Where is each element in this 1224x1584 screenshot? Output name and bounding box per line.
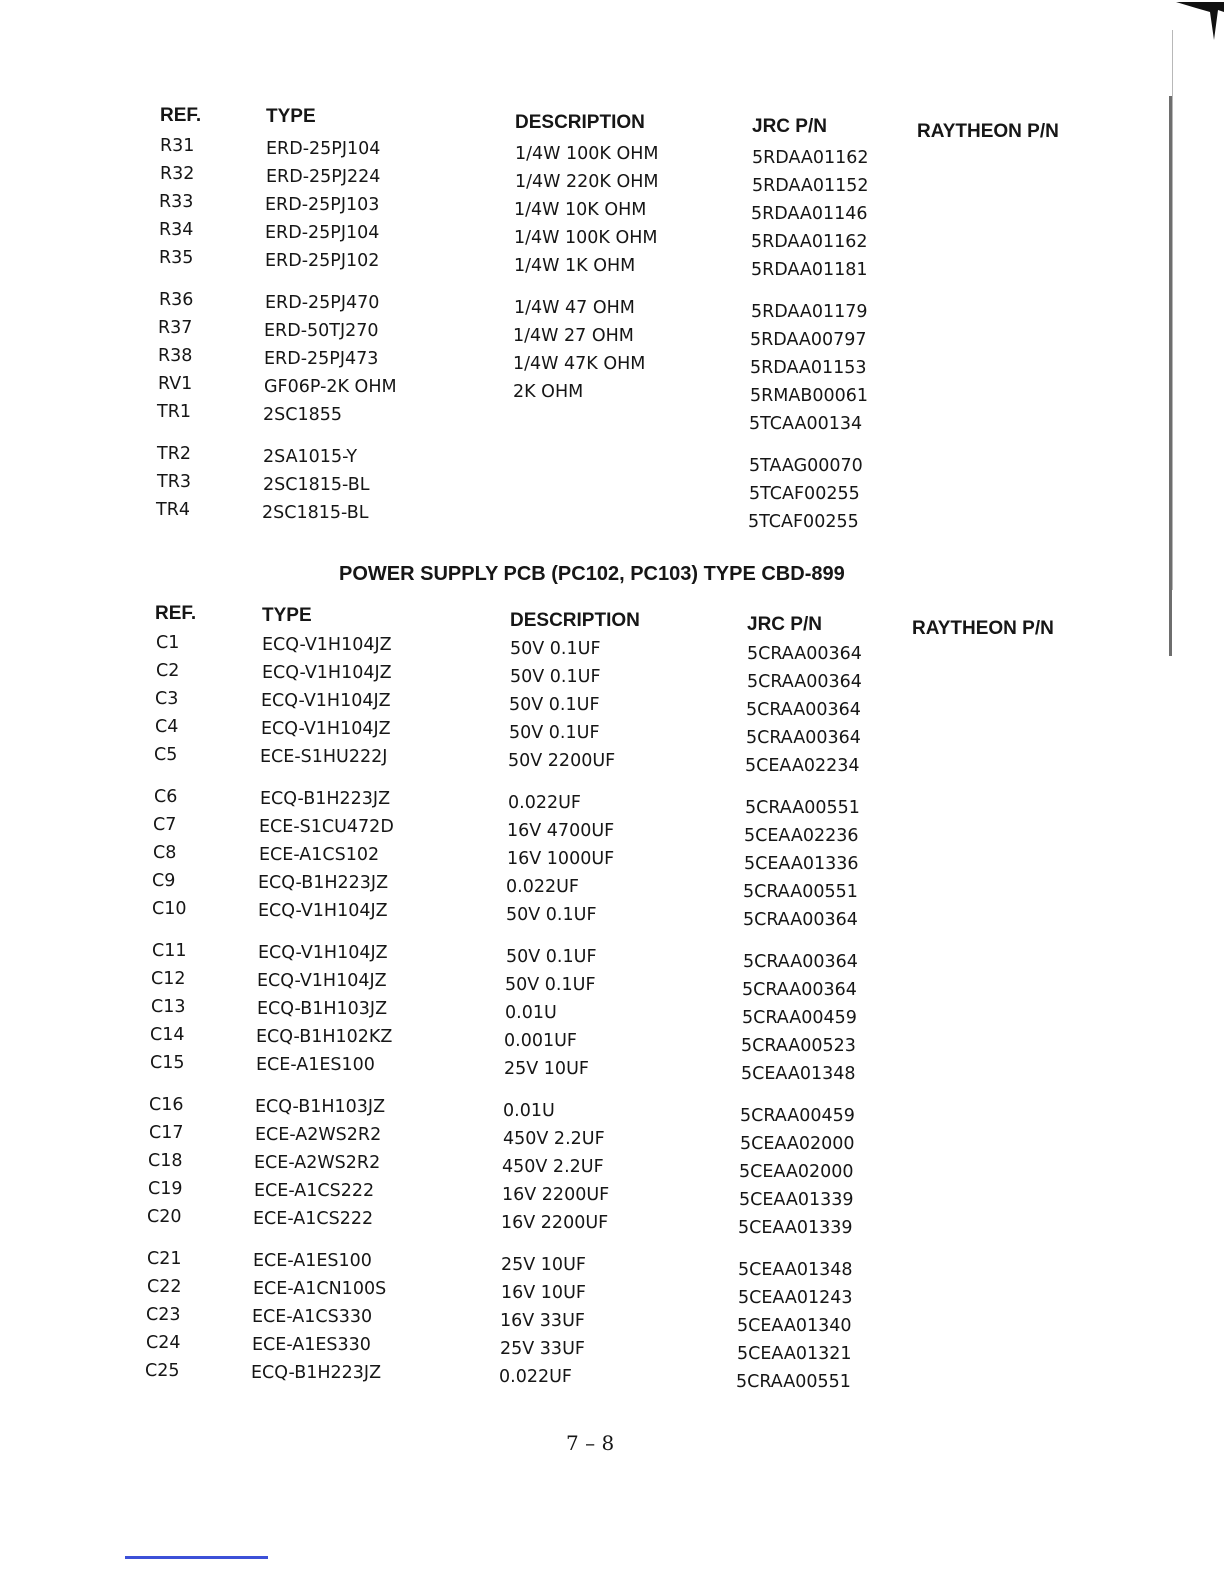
cell-jrc: 5CRAA00551 bbox=[745, 798, 860, 818]
cell-desc: 50V 0.1UF bbox=[506, 905, 597, 925]
cell-jrc: 5RDAA01153 bbox=[750, 358, 867, 378]
cell-desc: 1/4W 47 OHM bbox=[514, 298, 635, 318]
cell-type: ECQ-V1H104JZ bbox=[261, 719, 391, 739]
cell-type: ERD-25PJ473 bbox=[264, 349, 379, 369]
cell-jrc: 5CRAA00364 bbox=[747, 644, 862, 664]
cell-ref: R38 bbox=[158, 346, 193, 366]
cell-desc: 0.001UF bbox=[504, 1031, 577, 1051]
cell-type: ERD-25PJ224 bbox=[266, 167, 381, 187]
cell-desc: 1/4W 47K OHM bbox=[513, 354, 646, 374]
cell-desc: 0.01U bbox=[503, 1101, 555, 1121]
cell-type: ECE-A1CS222 bbox=[254, 1181, 375, 1201]
cell-ref: R34 bbox=[159, 220, 194, 240]
cell-type: ECE-S1CU472D bbox=[259, 817, 394, 837]
cell-desc: 50V 0.1UF bbox=[509, 723, 600, 743]
cell-desc: 1/4W 10K OHM bbox=[514, 200, 647, 220]
cell-jrc: 5CEAA02000 bbox=[739, 1162, 854, 1182]
cell-type: ECE-A1CS222 bbox=[253, 1209, 374, 1229]
cell-ref: C20 bbox=[147, 1207, 182, 1227]
cell-jrc: 5CRAA00364 bbox=[747, 672, 862, 692]
cell-ref: C14 bbox=[150, 1025, 185, 1045]
cell-jrc: 5CRAA00364 bbox=[742, 980, 857, 1000]
cell-jrc: 5CRAA00364 bbox=[743, 910, 858, 930]
cell-jrc: 5TCAF00255 bbox=[748, 512, 859, 532]
cell-type: ECQ-V1H104JZ bbox=[261, 691, 391, 711]
cell-type: ECQ-V1H104JZ bbox=[262, 663, 392, 683]
cell-desc: 1/4W 1K OHM bbox=[514, 256, 636, 276]
cell-ref: C21 bbox=[147, 1249, 182, 1269]
cell-type: ERD-25PJ104 bbox=[266, 139, 381, 159]
cell-jrc: 5CRAA00523 bbox=[741, 1036, 856, 1056]
cell-type: 2SC1815-BL bbox=[262, 503, 369, 523]
cell-ref: C5 bbox=[154, 745, 178, 765]
cell-jrc: 5CEAA01348 bbox=[738, 1260, 853, 1280]
cell-ref: C15 bbox=[150, 1053, 185, 1073]
header-jrc-pn: JRC P/N bbox=[752, 116, 827, 137]
cell-jrc: 5RDAA01179 bbox=[751, 302, 868, 322]
cell-type: 2SC1855 bbox=[263, 405, 342, 425]
cell-desc: 1/4W 100K OHM bbox=[514, 228, 658, 248]
cell-ref: TR4 bbox=[156, 500, 190, 520]
cell-ref: C17 bbox=[149, 1123, 184, 1143]
cell-jrc: 5CRAA00364 bbox=[746, 700, 861, 720]
scan-edge-line bbox=[1169, 96, 1172, 656]
cell-type: ECE-A1ES100 bbox=[256, 1055, 375, 1075]
cell-desc: 50V 0.1UF bbox=[505, 975, 596, 995]
cell-ref: RV1 bbox=[158, 374, 193, 394]
cell-jrc: 5CEAA01321 bbox=[737, 1344, 852, 1364]
cell-jrc: 5TCAA00134 bbox=[749, 414, 863, 434]
cell-jrc: 5CRAA00459 bbox=[742, 1008, 857, 1028]
cell-type: ECE-A1CN100S bbox=[253, 1279, 387, 1299]
cell-desc: 0.01U bbox=[505, 1003, 557, 1023]
cell-ref: R35 bbox=[159, 248, 194, 268]
cell-ref: TR2 bbox=[157, 444, 191, 464]
cell-type: ERD-25PJ470 bbox=[265, 293, 380, 313]
cell-type: ECE-A1CS330 bbox=[252, 1307, 373, 1327]
cell-ref: C13 bbox=[151, 997, 186, 1017]
cell-jrc: 5RDAA01162 bbox=[752, 148, 869, 168]
cell-ref: R31 bbox=[160, 136, 195, 156]
cell-type: ECQ-B1H103JZ bbox=[257, 999, 388, 1019]
cell-jrc: 5RDAA01152 bbox=[752, 176, 869, 196]
scan-bottom-rule bbox=[125, 1556, 268, 1559]
cell-desc: 16V 10UF bbox=[501, 1283, 586, 1303]
cell-ref: R37 bbox=[158, 318, 193, 338]
cell-ref: R32 bbox=[160, 164, 195, 184]
cell-jrc: 5RDAA01162 bbox=[751, 232, 868, 252]
header-description: DESCRIPTION bbox=[510, 610, 640, 631]
cell-type: ERD-25PJ103 bbox=[265, 195, 380, 215]
cell-jrc: 5CRAA00364 bbox=[743, 952, 858, 972]
cell-ref: TR3 bbox=[157, 472, 191, 492]
cell-jrc: 5CEAA01340 bbox=[737, 1316, 852, 1336]
cell-jrc: 5TAAG00070 bbox=[749, 456, 863, 476]
header-raytheon-pn: RAYTHEON P/N bbox=[912, 618, 1054, 639]
cell-ref: C24 bbox=[146, 1333, 181, 1353]
cell-jrc: 5CRAA00459 bbox=[740, 1106, 855, 1126]
cell-ref: C1 bbox=[156, 633, 180, 653]
cell-type: ECQ-V1H104JZ bbox=[258, 943, 388, 963]
cell-desc: 16V 4700UF bbox=[507, 821, 615, 841]
cell-type: ERD-50TJ270 bbox=[264, 321, 379, 341]
cell-desc: 16V 2200UF bbox=[502, 1185, 610, 1205]
cell-type: 2SC1815-BL bbox=[263, 475, 370, 495]
scan-edge-line-faint bbox=[1172, 30, 1173, 590]
cell-type: ECE-A1ES100 bbox=[253, 1251, 372, 1271]
cell-ref: R36 bbox=[159, 290, 194, 310]
section-title: POWER SUPPLY PCB (PC102, PC103) TYPE CBD-899 bbox=[339, 563, 845, 585]
cell-type: ECE-A1CS102 bbox=[259, 845, 380, 865]
cell-desc: 50V 0.1UF bbox=[510, 639, 601, 659]
page-number: 7 – 8 bbox=[566, 1431, 615, 1455]
header-type: TYPE bbox=[262, 605, 312, 626]
cell-type: ERD-25PJ102 bbox=[265, 251, 380, 271]
cell-desc: 450V 2.2UF bbox=[503, 1129, 605, 1149]
cell-jrc: 5RDAA00797 bbox=[750, 330, 867, 350]
cell-jrc: 5RDAA01146 bbox=[751, 204, 868, 224]
cell-ref: C9 bbox=[152, 871, 176, 891]
cell-jrc: 5TCAF00255 bbox=[749, 484, 860, 504]
cell-ref: C6 bbox=[154, 787, 178, 807]
cell-type: 2SA1015-Y bbox=[263, 447, 358, 467]
cell-desc: 50V 0.1UF bbox=[506, 947, 597, 967]
cell-jrc: 5CRAA00364 bbox=[746, 728, 861, 748]
cell-ref: C3 bbox=[155, 689, 179, 709]
cell-jrc: 5CEAA01348 bbox=[741, 1064, 856, 1084]
cell-type: ECQ-B1H223JZ bbox=[251, 1363, 382, 1383]
cell-type: ECE-A2WS2R2 bbox=[254, 1153, 381, 1173]
header-ref: REF. bbox=[160, 105, 202, 126]
header-ref: REF. bbox=[155, 603, 197, 624]
cell-ref: C23 bbox=[146, 1305, 181, 1325]
cell-jrc: 5CEAA01336 bbox=[744, 854, 859, 874]
cell-desc: 0.022UF bbox=[506, 877, 579, 897]
cell-type: ECE-S1HU222J bbox=[260, 747, 388, 767]
cell-ref: C12 bbox=[151, 969, 186, 989]
cell-jrc: 5RMAB00061 bbox=[750, 386, 869, 406]
cell-jrc: 5CEAA01339 bbox=[738, 1218, 853, 1238]
cell-jrc: 5CEAA02234 bbox=[745, 756, 860, 776]
cell-jrc: 5CEAA01243 bbox=[738, 1288, 853, 1308]
cell-type: ECE-A1ES330 bbox=[252, 1335, 371, 1355]
cell-desc: 16V 33UF bbox=[500, 1311, 585, 1331]
cell-desc: 25V 33UF bbox=[500, 1339, 585, 1359]
cell-desc: 0.022UF bbox=[508, 793, 581, 813]
cell-desc: 50V 0.1UF bbox=[510, 667, 601, 687]
cell-type: ECE-A2WS2R2 bbox=[255, 1125, 382, 1145]
cell-type: ECQ-B1H223JZ bbox=[260, 789, 391, 809]
cell-desc: 1/4W 100K OHM bbox=[515, 144, 659, 164]
cell-ref: C10 bbox=[152, 899, 187, 919]
cell-ref: C16 bbox=[149, 1095, 184, 1115]
cell-type: ERD-25PJ104 bbox=[265, 223, 380, 243]
cell-desc: 25V 10UF bbox=[504, 1059, 589, 1079]
cell-ref: TR1 bbox=[157, 402, 191, 422]
cell-ref: C8 bbox=[153, 843, 177, 863]
cell-type: ECQ-V1H104JZ bbox=[258, 901, 388, 921]
cell-type: ECQ-B1H223JZ bbox=[258, 873, 389, 893]
cell-jrc: 5RDAA01181 bbox=[751, 260, 868, 280]
cell-ref: R33 bbox=[159, 192, 194, 212]
header-jrc-pn: JRC P/N bbox=[747, 614, 822, 635]
cell-desc: 450V 2.2UF bbox=[502, 1157, 604, 1177]
cell-type: ECQ-V1H104JZ bbox=[262, 635, 392, 655]
cell-desc: 2K OHM bbox=[513, 382, 584, 402]
scan-corner-mark bbox=[1168, 0, 1224, 48]
cell-ref: C11 bbox=[152, 941, 187, 961]
cell-desc: 16V 2200UF bbox=[501, 1213, 609, 1233]
cell-desc: 16V 1000UF bbox=[507, 849, 615, 869]
cell-desc: 0.022UF bbox=[499, 1367, 572, 1387]
header-raytheon-pn: RAYTHEON P/N bbox=[917, 121, 1059, 142]
header-description: DESCRIPTION bbox=[515, 112, 645, 133]
cell-ref: C2 bbox=[156, 661, 180, 681]
cell-jrc: 5CRAA00551 bbox=[736, 1372, 851, 1392]
cell-desc: 25V 10UF bbox=[501, 1255, 586, 1275]
cell-ref: C25 bbox=[145, 1361, 180, 1381]
cell-jrc: 5CRAA00551 bbox=[743, 882, 858, 902]
cell-desc: 50V 2200UF bbox=[508, 751, 616, 771]
cell-desc: 1/4W 220K OHM bbox=[515, 172, 659, 192]
cell-type: ECQ-B1H102KZ bbox=[256, 1027, 393, 1047]
cell-ref: C19 bbox=[148, 1179, 183, 1199]
cell-ref: C4 bbox=[155, 717, 179, 737]
cell-type: ECQ-B1H103JZ bbox=[255, 1097, 386, 1117]
cell-jrc: 5CEAA02000 bbox=[740, 1134, 855, 1154]
cell-ref: C18 bbox=[148, 1151, 183, 1171]
cell-jrc: 5CEAA02236 bbox=[744, 826, 859, 846]
cell-desc: 1/4W 27 OHM bbox=[513, 326, 634, 346]
cell-desc: 50V 0.1UF bbox=[509, 695, 600, 715]
cell-type: GF06P-2K OHM bbox=[264, 377, 397, 397]
cell-type: ECQ-V1H104JZ bbox=[257, 971, 387, 991]
cell-ref: C7 bbox=[153, 815, 177, 835]
cell-ref: C22 bbox=[147, 1277, 182, 1297]
header-type: TYPE bbox=[266, 106, 316, 127]
cell-jrc: 5CEAA01339 bbox=[739, 1190, 854, 1210]
